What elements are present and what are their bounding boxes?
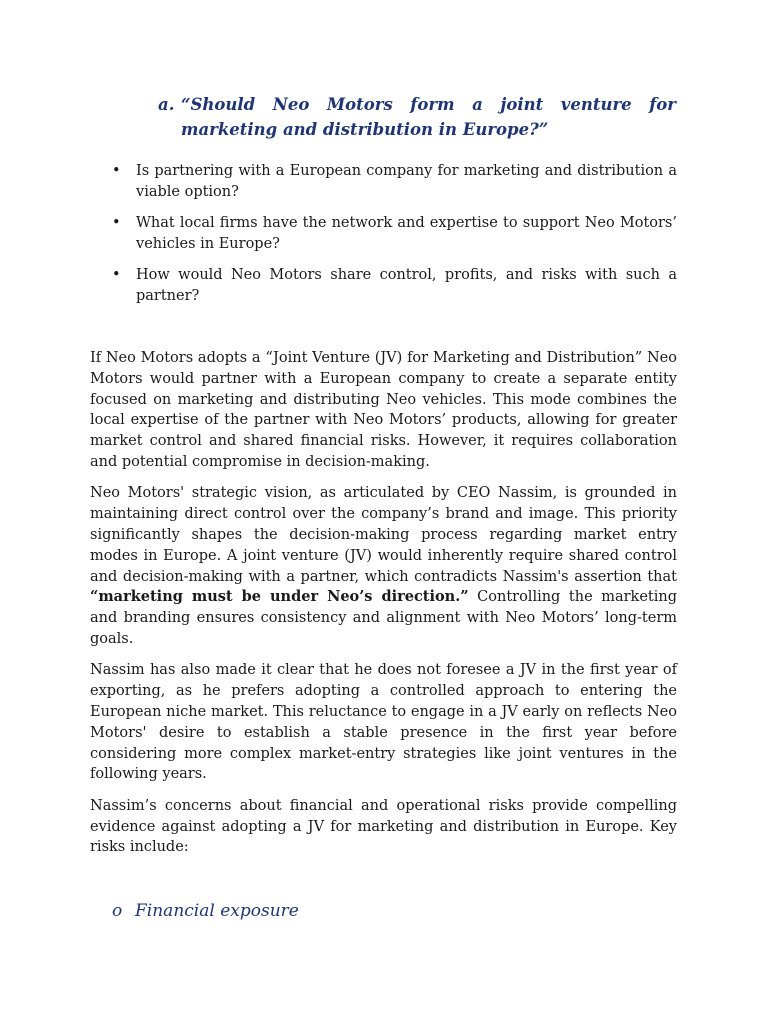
question-heading	[158, 92, 676, 142]
heading-text: “Should Neo Motors form a joint venture for marketing and distribution in Europe?”	[181, 95, 676, 139]
bullet-item	[112, 161, 677, 203]
bullet-text: How would Neo Motors share control, profits, and risks with such a partner?	[136, 267, 677, 304]
bullet-icon: •	[112, 215, 121, 231]
bullet-item	[112, 265, 677, 307]
question-bullet-list	[112, 161, 677, 317]
heading-list-marker: a.	[158, 95, 175, 114]
bullet-icon: •	[112, 267, 121, 283]
subheading-list-marker: o	[112, 901, 123, 921]
paragraph-jv-definition: If Neo Motors adopts a “Joint Venture (JV) for Marketing and Distribution” Neo Motors would partner with a European company to create a separate entity focused on marketing and distributing Neo vehicles. This mode combines the local expertise of the partner with Neo Motors’ products, allowing for greater market control and shared financial risks. However, it requires collaboration and potential compromise in decision-making.	[90, 350, 677, 470]
body-text	[90, 348, 677, 869]
bullet-text: Is partnering with a European company for marketing and distribution a viable option?	[136, 163, 677, 200]
bullet-text: What local firms have the network and expertise to support Neo Motors’ vehicles in Europe?	[136, 215, 677, 252]
paragraph-first-year: Nassim has also made it clear that he does not foresee a JV in the first year of exporting, as he prefers adopting a controlled approach to entering the European niche market. This reluctance to engage in a JV early on reflects Neo Motors' desire to establish a stable presence in the first year before considering more complex market-entry strategies like joint ventures in the following years.	[90, 662, 677, 783]
paragraph-text: Controlling the marketing and branding ensures consistency and alignment with Neo Motors’ long-term goals.	[90, 589, 677, 647]
bold-quote: “marketing must be under Neo’s direction.”	[90, 588, 469, 606]
paragraph-strategic-vision	[90, 483, 677, 649]
risk-subheading	[112, 899, 299, 923]
paragraph-risks: Nassim’s concerns about financial and operational risks provide compelling evidence against adopting a JV for marketing and distribution in Europe. Key risks include:	[90, 797, 677, 856]
subheading-text: Financial exposure	[135, 901, 299, 921]
paragraph-text: Neo Motors' strategic vision, as articulated by CEO Nassim, is grounded in maintaining direct control over the company’s brand and image. This priority significantly shapes the decision-making process regarding market entry modes in Europe. A joint venture (JV) would inherently require shared control and decision-making with a partner, which contradicts Nassim's assertion that	[90, 485, 677, 585]
bullet-icon: •	[112, 163, 121, 179]
bullet-item	[112, 213, 677, 255]
